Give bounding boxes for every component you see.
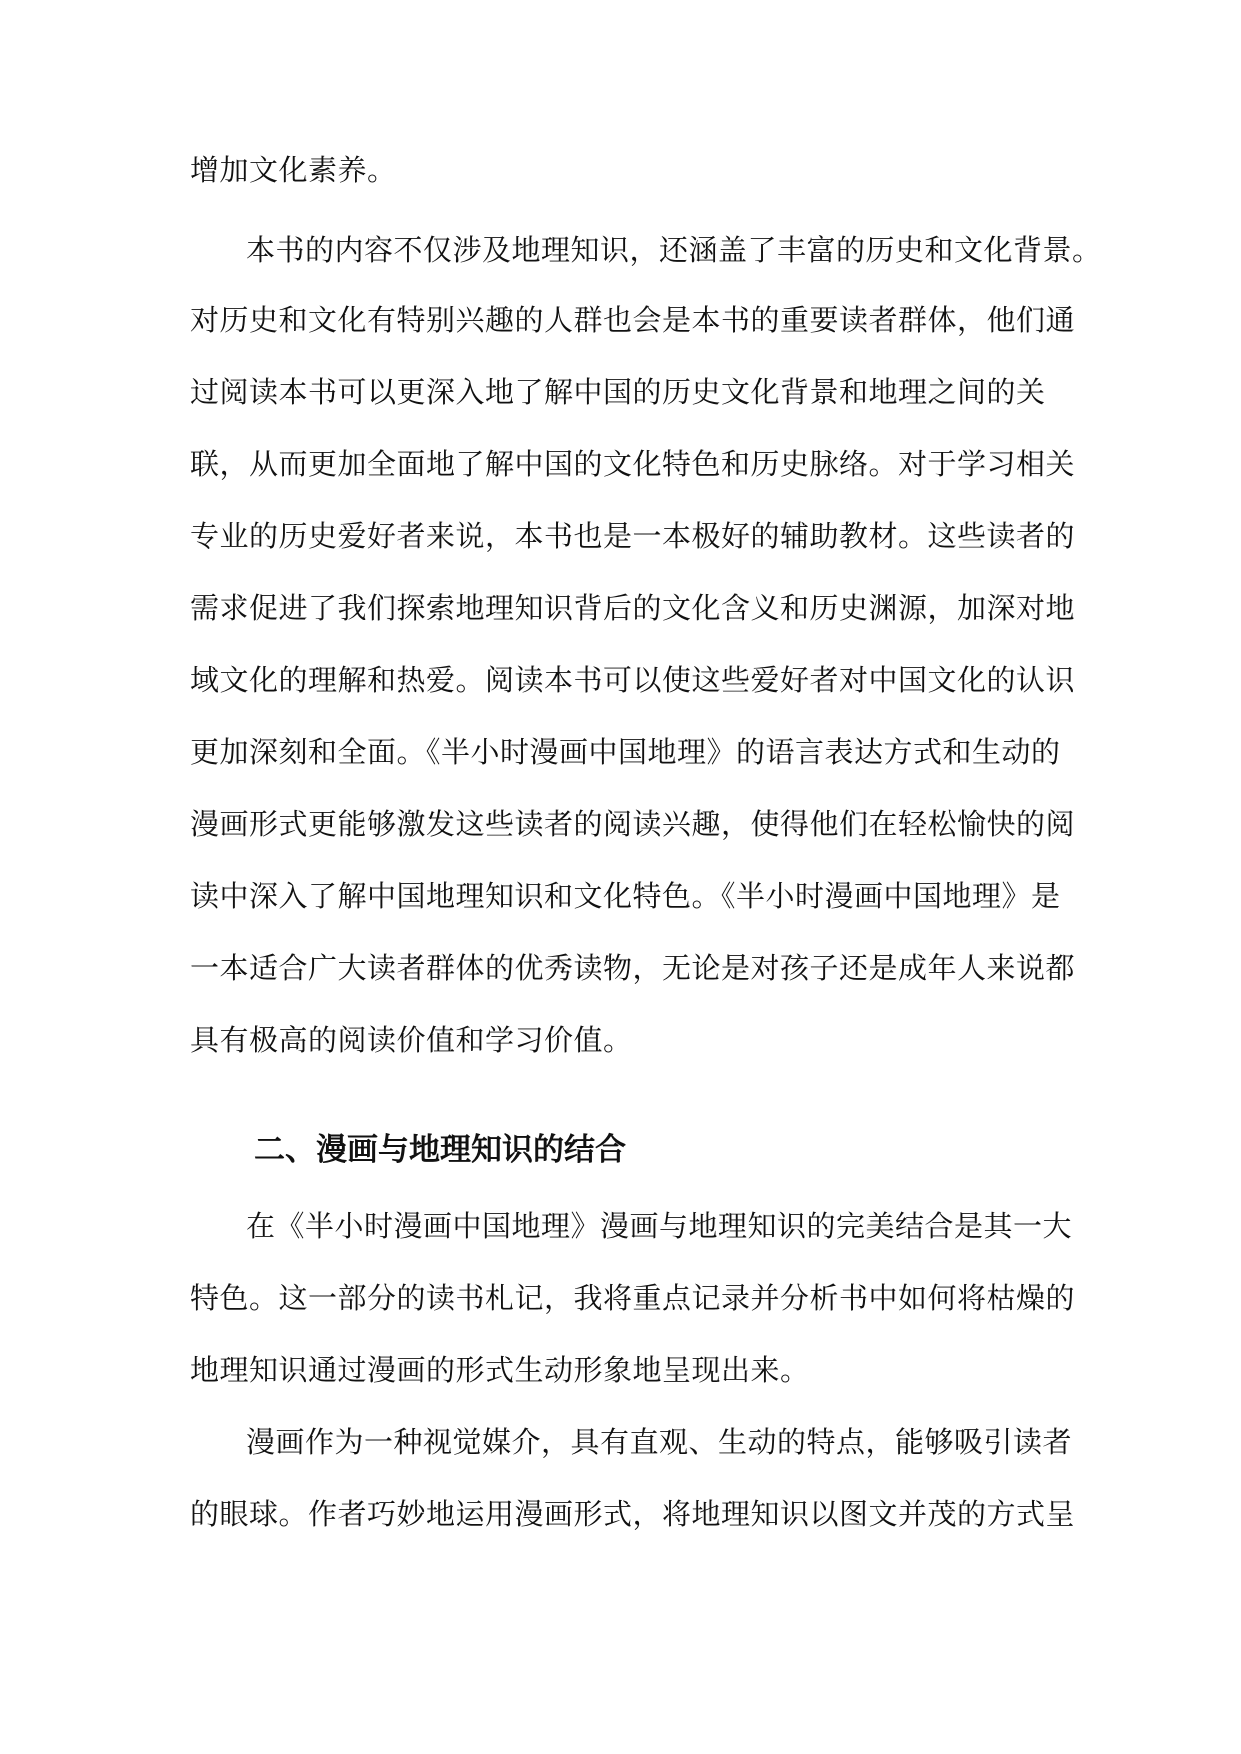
paragraph-2-line-6: 需求促进了我们探索地理知识背后的文化含义和历史渊源，加深对地 <box>190 591 1076 625</box>
paragraph-2-line-2: 对历史和文化有特别兴趣的人群也会是本书的重要读者群体，他们通 <box>190 303 1076 337</box>
paragraph-2-line-9: 漫画形式更能够激发这些读者的阅读兴趣，使得他们在轻松愉快的阅 <box>190 807 1076 841</box>
paragraph-4-line-1: 漫画作为一种视觉媒介，具有直观、生动的特点，能够吸引读者 <box>246 1425 1073 1459</box>
paragraph-2-line-1: 本书的内容不仅涉及地理知识，还涵盖了丰富的历史和文化背景。 <box>246 233 1102 267</box>
paragraph-2-line-8: 更加深刻和全面。《半小时漫画中国地理》的语言表达方式和生动的 <box>190 735 1061 769</box>
paragraph-2-line-11: 一本适合广大读者群体的优秀读物，无论是对孩子还是成年人来说都 <box>190 951 1076 985</box>
paragraph-2-line-5: 专业的历史爱好者来说，本书也是一本极好的辅助教材。这些读者的 <box>190 519 1076 553</box>
paragraph-3-line-1: 在《半小时漫画中国地理》漫画与地理知识的完美结合是其一大 <box>246 1209 1073 1243</box>
paragraph-3-line-3: 地理知识通过漫画的形式生动形象地呈现出来。 <box>190 1353 810 1387</box>
section-heading: 二、漫画与地理知识的结合 <box>254 1132 626 1168</box>
paragraph-2-line-3: 过阅读本书可以更深入地了解中国的历史文化背景和地理之间的关 <box>190 375 1046 409</box>
paragraph-2-line-4: 联，从而更加全面地了解中国的文化特色和历史脉络。对于学习相关 <box>190 447 1076 481</box>
paragraph-3-line-2: 特色。这一部分的读书札记，我将重点记录并分析书中如何将枯燥的 <box>190 1281 1076 1315</box>
paragraph-2-line-10: 读中深入了解中国地理知识和文化特色。《半小时漫画中国地理》是 <box>190 879 1061 913</box>
paragraph-4-line-2: 的眼球。作者巧妙地运用漫画形式，将地理知识以图文并茂的方式呈 <box>190 1497 1076 1531</box>
paragraph-2-line-12: 具有极高的阅读价值和学习价值。 <box>190 1023 633 1057</box>
paragraph-1-line-1: 增加文化素养。 <box>190 153 397 187</box>
paragraph-2-line-7: 域文化的理解和热爱。阅读本书可以使这些爱好者对中国文化的认识 <box>190 663 1076 697</box>
